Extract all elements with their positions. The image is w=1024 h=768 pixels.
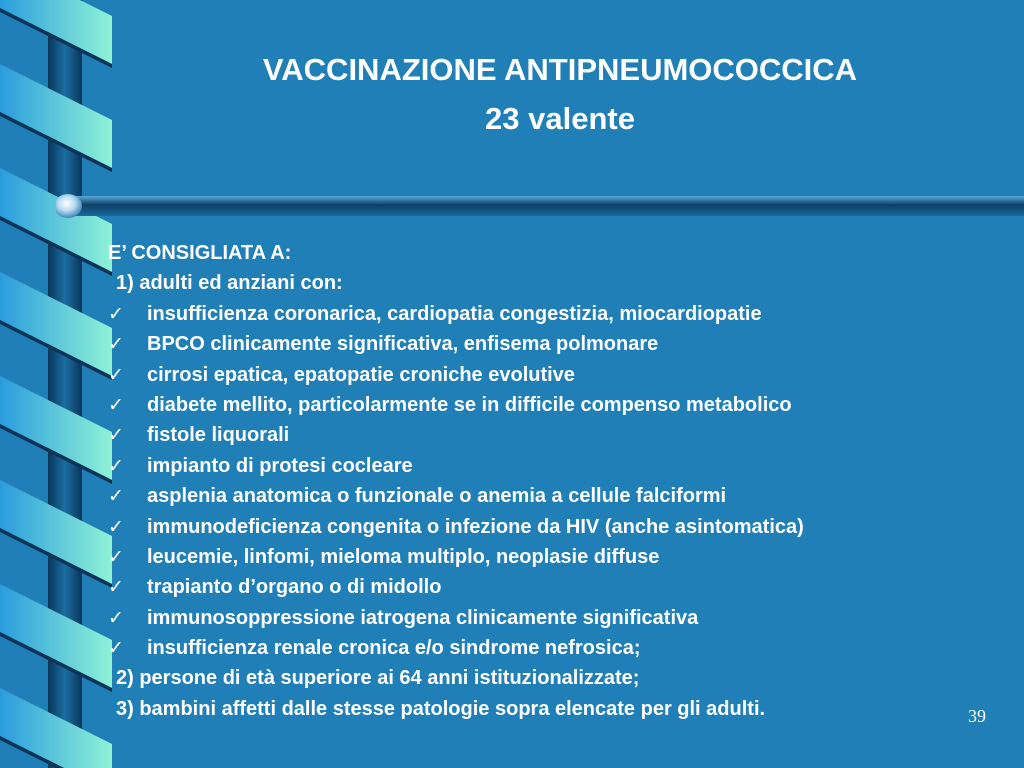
checkmark-icon: ✓ [108, 333, 124, 356]
condition-item [108, 481, 1008, 511]
checkmark-icon: ✓ [108, 515, 124, 538]
condition-item [108, 451, 1008, 481]
condition-list [108, 299, 1008, 664]
checkmark-icon: ✓ [108, 424, 124, 447]
slide-body [108, 238, 1008, 724]
condition-text: immunodeficienza congenita o infezione da HIV (anche asintomatica) [147, 515, 804, 538]
condition-item [108, 633, 1008, 663]
condition-item [108, 512, 1008, 542]
checkmark-icon: ✓ [108, 576, 124, 599]
condition-text: insufficienza coronarica, cardiopatia congestizia, miocardiopatie [147, 302, 762, 325]
slide-subtitle: 23 valente [485, 101, 635, 136]
condition-text: leucemie, linfomi, mieloma multiplo, neoplasie diffuse [147, 545, 660, 568]
checkmark-icon: ✓ [108, 363, 124, 386]
condition-item [108, 572, 1008, 602]
group-elderly: 2) persone di età superiore ai 64 anni istituzionalizzate; [116, 667, 640, 690]
page-number: 39 [968, 706, 986, 726]
condition-text: BPCO clinicamente significativa, enfisema polmonare [147, 333, 659, 356]
decorative-ribbon [0, 0, 112, 768]
condition-text: fistole liquorali [147, 424, 290, 447]
checkmark-icon: ✓ [108, 302, 124, 325]
condition-text: asplenia anatomica o funzionale o anemia a cellule falciformi [147, 485, 727, 508]
condition-item [108, 390, 1008, 420]
group-adults-heading: 1) adulti ed anziani con: [116, 272, 343, 295]
checkmark-icon: ✓ [108, 393, 124, 416]
condition-item [108, 603, 1008, 633]
condition-item [108, 542, 1008, 572]
checkmark-icon: ✓ [108, 545, 124, 568]
condition-text: trapianto d’organo o di midollo [147, 576, 442, 599]
checkmark-icon: ✓ [108, 485, 124, 508]
condition-item [108, 360, 1008, 390]
condition-text: insufficienza renale cronica e/o sindrome nefrosica; [147, 637, 641, 660]
checkmark-icon: ✓ [108, 637, 124, 660]
title-divider-rule [56, 190, 1024, 222]
condition-text: cirrosi epatica, epatopatie croniche evolutive [147, 363, 575, 386]
recommendation-heading: E’ CONSIGLIATA A: [108, 242, 292, 264]
condition-item [108, 329, 1008, 359]
condition-text: immunosoppressione iatrogena clinicamente significativa [147, 606, 699, 629]
condition-item [108, 420, 1008, 450]
condition-text: impianto di protesi cocleare [147, 454, 413, 477]
group-children: 3) bambini affetti dalle stesse patologie sopra elencate per gli adulti. [116, 697, 766, 720]
condition-text: diabete mellito, particolarmente se in difficile compenso metabolico [147, 393, 792, 416]
checkmark-icon: ✓ [108, 454, 124, 477]
checkmark-icon: ✓ [108, 606, 124, 629]
slide-title: VACCINAZIONE ANTIPNEUMOCOCCICA [262, 52, 858, 87]
condition-item [108, 299, 1008, 329]
